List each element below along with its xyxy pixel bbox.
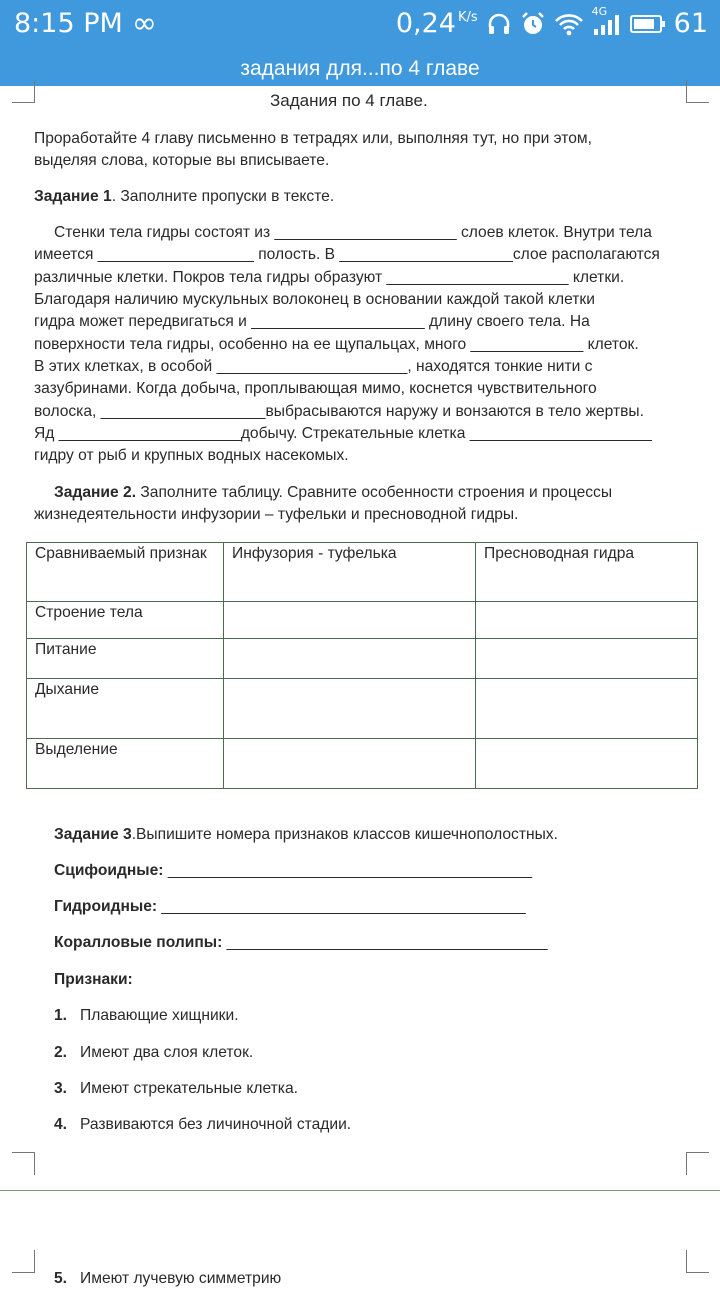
list-item-number: 1. — [54, 1007, 68, 1024]
page-break — [0, 1190, 720, 1191]
battery-icon — [630, 13, 666, 35]
headphones-icon — [486, 11, 512, 37]
task1-line-5: гидра может передвигаться и ____________________ длину своего тела. На — [34, 313, 590, 330]
list-item — [54, 1078, 298, 1100]
list-item-number: 3. — [54, 1080, 68, 1097]
status-indicators — [395, 4, 708, 39]
table-cell[interactable] — [476, 602, 698, 639]
status-bar — [0, 0, 720, 52]
document-title-bar — [0, 52, 720, 86]
task1-line-3: различные клетки. Покров тела гидры образуют _____________________ клетки. — [34, 269, 625, 286]
list-item-number: 4. — [54, 1116, 68, 1133]
field-blank: __________________________________________ — [161, 898, 526, 915]
list-item — [54, 1005, 239, 1027]
table-header-cell: Инфузория - туфелька — [224, 543, 476, 602]
table-row — [27, 739, 698, 789]
table-cell[interactable] — [224, 739, 476, 789]
list-item-text: Развиваются без личиночной стадии. — [80, 1116, 352, 1133]
list-item-text: Имеют лучевую симметрию — [80, 1270, 282, 1287]
page-heading: Задания по 4 главе. — [270, 91, 428, 110]
list-item — [54, 1114, 351, 1136]
list-item-text: Имеют стрекательные клетка. — [80, 1080, 298, 1097]
table-row — [27, 602, 698, 639]
list-item — [54, 1042, 253, 1064]
task1-heading — [34, 186, 334, 208]
task2-label: Задание 2. — [54, 484, 137, 501]
network-speed-value: 0,24 — [395, 8, 456, 39]
list-item-number: 2. — [54, 1044, 68, 1061]
task1-instruction: . Заполните пропуски в тексте. — [111, 188, 335, 205]
task1-line-2: имеется __________________ полость. В ____________________слое располагаются — [34, 246, 660, 263]
table-row — [27, 639, 698, 679]
crop-mark-page2-left — [12, 1250, 35, 1273]
table-row-label: Дыхание — [27, 679, 224, 739]
task1-line-9: волоска, ___________________выбрасываются наружу и вонзаются в тело жертвы. — [34, 403, 644, 420]
crop-mark-bottom-left — [12, 1152, 35, 1175]
table-cell[interactable] — [476, 679, 698, 739]
battery-level: 61 — [673, 8, 708, 39]
task2-line-1 — [54, 482, 612, 504]
signs-heading: Признаки: — [54, 971, 133, 988]
task1-line-7: В этих клетках, в особой ______________________, находятся тонкие нити с — [34, 358, 593, 375]
list-item-number: 5. — [54, 1270, 68, 1287]
table-cell[interactable] — [476, 739, 698, 789]
list-item-text: Имеют два слоя клеток. — [80, 1044, 254, 1061]
task3-instruction: .Выпишите номера признаков классов кишечнополостных. — [131, 826, 558, 843]
infinity-icon: ∞ — [132, 6, 157, 41]
task3-field-hydroid — [54, 896, 526, 918]
table-cell[interactable] — [224, 602, 476, 639]
list-item — [54, 1268, 281, 1290]
table-header-cell: Сравниваемый признак — [27, 543, 224, 602]
task3-heading — [54, 824, 558, 846]
table-row-label: Строение тела — [27, 602, 224, 639]
table-row-label: Выделение — [27, 739, 224, 789]
comparison-table — [26, 542, 698, 789]
field-label: Сцифоидные: — [54, 862, 164, 879]
crop-mark-bottom-right — [686, 1152, 709, 1175]
task3-label: Задание 3 — [54, 826, 132, 843]
table-row-label: Питание — [27, 639, 224, 679]
document-page[interactable] — [0, 86, 720, 1287]
task1-line-4: Благодаря наличию мускульных волоконец в основании каждой такой клетки — [34, 291, 595, 308]
table-cell[interactable] — [476, 639, 698, 679]
alarm-icon — [520, 11, 546, 37]
field-blank: __________________________________________ — [167, 862, 533, 879]
task1-line-11: гидру от рыб и крупных водных насекомых. — [34, 447, 349, 464]
table-header-row — [27, 543, 698, 602]
table-cell[interactable] — [224, 679, 476, 739]
crop-mark-top-right — [686, 80, 709, 103]
task1-label: Задание 1 — [34, 188, 112, 205]
intro-line-1: Проработайте 4 главу письменно в тетрадях или, выполняя тут, но при этом, — [34, 130, 592, 147]
task1-line-10: Яд _____________________добычу. Стрекательные клетка _____________________ — [34, 425, 652, 442]
crop-mark-top-left — [12, 80, 35, 103]
table-header-cell: Пресноводная гидра — [476, 543, 698, 602]
task3-field-scyphoid — [54, 860, 532, 882]
list-item-text: Плавающие хищники. — [80, 1007, 239, 1024]
wifi-icon — [554, 11, 584, 37]
field-label: Коралловые полипы: — [54, 934, 223, 951]
status-time: 8:15 PM — [14, 8, 123, 39]
network-speed-unit: K/s — [457, 10, 478, 25]
task2-line-2: жизнедеятельности инфузории – туфельки и пресноводной гидры. — [34, 506, 519, 523]
task1-line-1: Стенки тела гидры состоят из _____________________ слоев клеток. Внутри тела — [54, 224, 652, 241]
table-row — [27, 679, 698, 739]
network-speed — [396, 8, 478, 39]
task3-field-coral — [54, 932, 548, 954]
crop-mark-page2-right — [686, 1250, 709, 1273]
document-title: задания для...по 4 главе — [240, 57, 480, 80]
signal-icon — [591, 4, 622, 37]
table-cell[interactable] — [224, 639, 476, 679]
field-blank: _____________________________________ — [226, 934, 548, 951]
task1-line-6: поверхности тела гидры, особенно на ее щупальцах, много _____________ клеток. — [34, 336, 639, 353]
task1-line-8: зазубринами. Когда добыча, проплывающая мимо, коснется чувствительного — [34, 380, 597, 397]
field-label: Гидроидные: — [54, 898, 158, 915]
network-type: 4G — [591, 4, 608, 18]
task2-instruction: Заполните таблицу. Сравните особенности строения и процессы — [136, 484, 613, 501]
intro-line-2: выделяя слова, которые вы вписываете. — [34, 152, 330, 169]
